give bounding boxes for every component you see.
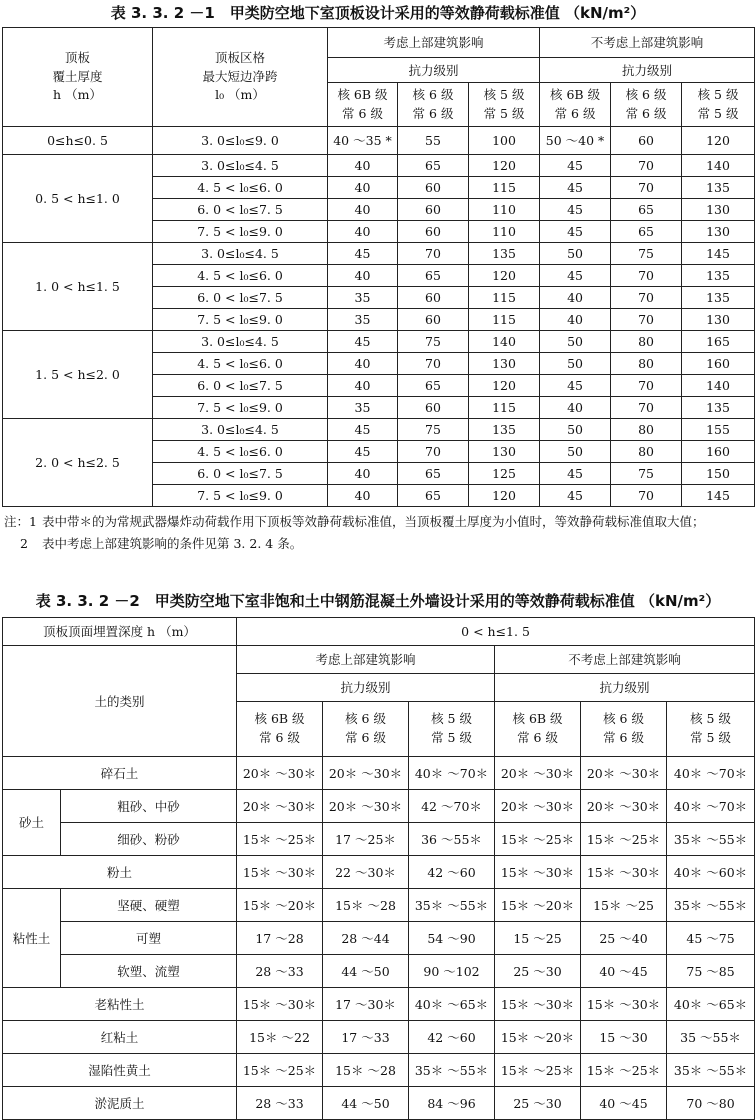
load-value: 45 xyxy=(540,485,611,507)
load-value: 20＊ ～30＊ xyxy=(581,790,667,823)
soil-name: 老粘性土 xyxy=(3,988,237,1021)
load-value: 40 xyxy=(540,397,611,419)
load-value: 70 xyxy=(398,441,469,463)
load-value: 15 ～25 xyxy=(495,922,581,955)
load-value: 40 xyxy=(540,309,611,331)
soil-name: 碎石土 xyxy=(3,757,237,790)
soil-name: 细砂、粉砂 xyxy=(61,823,237,856)
load-value: 140 xyxy=(682,155,755,177)
soil-name: 软塑、流塑 xyxy=(61,955,237,988)
load-value: 36 ～55＊ xyxy=(409,823,495,856)
load-value: 42 ～70＊ xyxy=(409,790,495,823)
level-nuclear: 核 6 级 xyxy=(345,711,386,727)
table-row xyxy=(3,1054,755,1087)
load-value: 70 xyxy=(611,485,682,507)
table-row xyxy=(3,955,755,988)
load-value: 40＊ ～70＊ xyxy=(667,790,755,823)
table-row xyxy=(3,1087,755,1120)
load-value: 115 xyxy=(469,177,540,199)
t2-header-soil: 土的类别 xyxy=(3,646,237,757)
level-nuclear: 核 5 级 xyxy=(697,86,739,102)
load-value: 135 xyxy=(682,397,755,419)
load-value: 40 xyxy=(328,199,398,221)
load-value: 60 xyxy=(398,199,469,221)
load-value: 15＊ ～28 xyxy=(323,1054,409,1087)
table-row xyxy=(3,823,755,856)
load-value: 75 ～85 xyxy=(667,955,755,988)
load-value: 45 xyxy=(540,463,611,485)
level-conventional: 常 5 级 xyxy=(690,730,731,745)
load-value: 120 xyxy=(469,265,540,287)
level-header xyxy=(409,702,495,757)
level-nuclear: 核 6 级 xyxy=(412,86,454,102)
load-value: 45 xyxy=(540,375,611,397)
table-row xyxy=(3,988,755,1021)
load-value: 55 xyxy=(398,127,469,155)
note-2-label: 2 xyxy=(20,536,28,551)
load-value: 50 xyxy=(540,331,611,353)
load-value: 140 xyxy=(682,375,755,397)
load-value: 35＊ ～55＊ xyxy=(667,1054,755,1087)
load-value: 40 xyxy=(328,375,398,397)
load-value: 28 ～33 xyxy=(237,1087,323,1120)
level-conventional: 常 6 级 xyxy=(554,105,596,121)
load-value: 120 xyxy=(469,375,540,397)
table-row xyxy=(3,127,755,155)
t2-header-resistance: 抗力级别 xyxy=(495,674,755,702)
load-value: 115 xyxy=(469,309,540,331)
load-value: 15＊ ～30＊ xyxy=(581,988,667,1021)
level-nuclear: 核 6B 级 xyxy=(337,86,388,102)
span-range: 7. 5 < l₀≤9. 0 xyxy=(153,309,328,331)
load-value: 60 xyxy=(398,309,469,331)
t2-header-depth-label: 顶板顶面埋置深度 h （m） xyxy=(3,618,237,646)
load-value: 70 xyxy=(611,397,682,419)
load-value: 65 xyxy=(398,155,469,177)
table-row xyxy=(3,1021,755,1054)
load-value: 165 xyxy=(682,331,755,353)
load-value: 28 ～44 xyxy=(323,922,409,955)
load-value: 40 xyxy=(328,155,398,177)
level-header xyxy=(540,83,611,127)
t1-header-resistance: 抗力级别 xyxy=(540,58,755,83)
load-value: 120 xyxy=(469,485,540,507)
load-value: 20＊ ～30＊ xyxy=(323,790,409,823)
t2-header-no-consider: 不考虑上部建筑影响 xyxy=(495,646,755,674)
t1-header-resistance: 抗力级别 xyxy=(328,58,540,83)
t1-header-cover-thickness: 顶板 覆土厚度 h （m） xyxy=(3,28,153,127)
load-value: 155 xyxy=(682,419,755,441)
load-value: 35 xyxy=(328,397,398,419)
span-range: 4. 5 < l₀≤6. 0 xyxy=(153,177,328,199)
span-range: 4. 5 < l₀≤6. 0 xyxy=(153,265,328,287)
table-row xyxy=(3,889,755,922)
level-header xyxy=(682,83,755,127)
load-value: 20＊ ～30＊ xyxy=(237,790,323,823)
level-nuclear: 核 6B 级 xyxy=(512,711,563,727)
load-value: 65 xyxy=(611,221,682,243)
load-value: 70 xyxy=(398,243,469,265)
level-conventional: 常 6 级 xyxy=(517,730,558,745)
load-value: 15＊ ～20＊ xyxy=(237,889,323,922)
load-value: 75 xyxy=(611,243,682,265)
load-value: 80 xyxy=(611,419,682,441)
soil-name: 湿陷性黄土 xyxy=(3,1054,237,1087)
load-value: 17 ～25＊ xyxy=(323,823,409,856)
load-value: 60 xyxy=(398,221,469,243)
t2-header-resistance: 抗力级别 xyxy=(237,674,495,702)
load-value: 100 xyxy=(469,127,540,155)
load-value: 80 xyxy=(611,331,682,353)
load-value: 160 xyxy=(682,353,755,375)
t1-header-consider: 考虑上部建筑影响 xyxy=(328,28,540,58)
soil-name: 粉土 xyxy=(3,856,237,889)
load-value: 40＊ ～65＊ xyxy=(409,988,495,1021)
cover-thickness: 2. 0 < h≤2. 5 xyxy=(3,419,153,507)
load-value: 15＊ ～20＊ xyxy=(495,889,581,922)
table-row xyxy=(3,243,755,265)
load-value: 35 xyxy=(328,287,398,309)
level-conventional: 常 6 级 xyxy=(345,730,386,745)
load-value: 15＊ ～25＊ xyxy=(581,1054,667,1087)
level-header xyxy=(237,702,323,757)
load-value: 70 xyxy=(611,375,682,397)
load-value: 45 xyxy=(540,177,611,199)
table1-title: 表 3. 3. 2 －1 甲类防空地下室顶板设计采用的等效静荷载标准值 （kN/m²） xyxy=(110,4,646,22)
level-nuclear: 核 6B 级 xyxy=(549,86,601,102)
load-value: 40 xyxy=(540,287,611,309)
load-value: 50 ～40 * xyxy=(540,127,611,155)
table-row xyxy=(3,331,755,353)
level-nuclear: 核 6B 级 xyxy=(254,711,305,727)
load-value: 45 xyxy=(540,221,611,243)
load-value: 65 xyxy=(398,463,469,485)
load-value: 25 ～40 xyxy=(581,922,667,955)
load-value: 65 xyxy=(398,375,469,397)
level-nuclear: 核 6 级 xyxy=(625,86,667,102)
t2-header-consider: 考虑上部建筑影响 xyxy=(237,646,495,674)
span-range: 6. 0 < l₀≤7. 5 xyxy=(153,287,328,309)
load-value: 42 ～60 xyxy=(409,1021,495,1054)
load-value: 45 xyxy=(328,243,398,265)
load-value: 40 ～45 xyxy=(581,1087,667,1120)
load-value: 70 xyxy=(611,177,682,199)
load-value: 70 xyxy=(611,309,682,331)
cover-thickness: 0≤h≤0. 5 xyxy=(3,127,153,155)
load-value: 60 xyxy=(398,177,469,199)
load-value: 15＊ ～22 xyxy=(237,1021,323,1054)
load-value: 15＊ ～25＊ xyxy=(495,823,581,856)
span-range: 3. 0≤l₀≤9. 0 xyxy=(153,127,328,155)
load-value: 150 xyxy=(682,463,755,485)
load-value: 20＊ ～30＊ xyxy=(581,757,667,790)
load-value: 145 xyxy=(682,243,755,265)
soil-group: 粘性土 xyxy=(3,889,61,988)
soil-name: 可塑 xyxy=(61,922,237,955)
load-value: 50 xyxy=(540,243,611,265)
load-value: 25 ～30 xyxy=(495,955,581,988)
load-value: 15＊ ～30＊ xyxy=(237,988,323,1021)
note-label: 注：1 xyxy=(4,514,37,529)
load-value: 15 ～30 xyxy=(581,1021,667,1054)
level-conventional: 常 6 级 xyxy=(603,730,644,745)
level-nuclear: 核 5 级 xyxy=(690,711,731,727)
load-value: 15＊ ～25＊ xyxy=(581,823,667,856)
load-value: 120 xyxy=(682,127,755,155)
load-value: 90 ～102 xyxy=(409,955,495,988)
span-range: 7. 5 < l₀≤9. 0 xyxy=(153,397,328,419)
load-value: 75 xyxy=(398,331,469,353)
level-header xyxy=(581,702,667,757)
load-value: 35 ～55＊ xyxy=(667,1021,755,1054)
level-header xyxy=(328,83,398,127)
load-value: 130 xyxy=(682,199,755,221)
load-value: 135 xyxy=(682,287,755,309)
load-value: 40＊ ～70＊ xyxy=(667,757,755,790)
table1-notes xyxy=(4,512,754,554)
load-value: 40 xyxy=(328,353,398,375)
load-value: 115 xyxy=(469,397,540,419)
load-value: 70 ～80 xyxy=(667,1087,755,1120)
load-value: 135 xyxy=(469,243,540,265)
load-value: 22 ～30＊ xyxy=(323,856,409,889)
load-value: 45 ～75 xyxy=(667,922,755,955)
load-value: 35 xyxy=(328,309,398,331)
load-value: 15＊ ～25＊ xyxy=(495,1054,581,1087)
load-value: 15＊ ～30＊ xyxy=(581,856,667,889)
load-value: 145 xyxy=(682,485,755,507)
load-value: 135 xyxy=(469,419,540,441)
load-value: 130 xyxy=(469,441,540,463)
load-value: 40 xyxy=(328,463,398,485)
load-value: 40 ～45 xyxy=(581,955,667,988)
load-value: 20＊ ～30＊ xyxy=(237,757,323,790)
load-value: 25 ～30 xyxy=(495,1087,581,1120)
load-value: 135 xyxy=(682,177,755,199)
level-header xyxy=(495,702,581,757)
load-value: 15＊ ～20＊ xyxy=(495,1021,581,1054)
load-value: 35＊ ～55＊ xyxy=(409,1054,495,1087)
load-value: 125 xyxy=(469,463,540,485)
t2-header-depth-range: 0 < h≤1. 5 xyxy=(237,618,755,646)
load-value: 60 xyxy=(611,127,682,155)
load-value: 15＊ ～28 xyxy=(323,889,409,922)
load-value: 40 xyxy=(328,177,398,199)
span-range: 7. 5 < l₀≤9. 0 xyxy=(153,485,328,507)
load-value: 60 xyxy=(398,287,469,309)
span-range: 3. 0≤l₀≤4. 5 xyxy=(153,155,328,177)
soil-name: 淤泥质土 xyxy=(3,1087,237,1120)
load-value: 50 xyxy=(540,419,611,441)
level-header xyxy=(469,83,540,127)
level-conventional: 常 6 级 xyxy=(412,105,454,121)
soil-name: 坚硬、硬塑 xyxy=(61,889,237,922)
level-nuclear: 核 5 级 xyxy=(431,711,472,727)
load-value: 15＊ ～30＊ xyxy=(495,988,581,1021)
load-value: 17 ～30＊ xyxy=(323,988,409,1021)
load-value: 70 xyxy=(611,265,682,287)
load-value: 40＊ ～65＊ xyxy=(667,988,755,1021)
soil-name: 红粘土 xyxy=(3,1021,237,1054)
load-value: 70 xyxy=(398,353,469,375)
load-value: 84 ～96 xyxy=(409,1087,495,1120)
span-range: 3. 0≤l₀≤4. 5 xyxy=(153,331,328,353)
load-value: 130 xyxy=(682,309,755,331)
load-value: 65 xyxy=(611,199,682,221)
span-range: 6. 0 < l₀≤7. 5 xyxy=(153,463,328,485)
load-value: 80 xyxy=(611,441,682,463)
span-range: 4. 5 < l₀≤6. 0 xyxy=(153,353,328,375)
load-value: 115 xyxy=(469,287,540,309)
level-conventional: 常 6 级 xyxy=(259,730,300,745)
load-value: 65 xyxy=(398,485,469,507)
load-value: 17 ～28 xyxy=(237,922,323,955)
load-value: 110 xyxy=(469,199,540,221)
load-value: 15＊ ～30＊ xyxy=(237,856,323,889)
load-value: 75 xyxy=(611,463,682,485)
load-value: 15＊ ～25＊ xyxy=(237,823,323,856)
load-value: 130 xyxy=(682,221,755,243)
soil-group: 砂土 xyxy=(3,790,61,856)
load-value: 60 xyxy=(398,397,469,419)
table-row xyxy=(3,757,755,790)
load-value: 120 xyxy=(469,155,540,177)
note-1: 表中带＊的为常规武器爆炸动荷载作用下顶板等效静荷载标准值，当顶板覆土厚度为小值时，等效静荷载标准值取大值； xyxy=(42,514,705,529)
load-value: 40 xyxy=(328,485,398,507)
load-value: 35＊ ～55＊ xyxy=(667,889,755,922)
load-value: 28 ～33 xyxy=(237,955,323,988)
load-value: 160 xyxy=(682,441,755,463)
load-value: 20＊ ～30＊ xyxy=(495,757,581,790)
load-value: 40 xyxy=(328,265,398,287)
table-row xyxy=(3,790,755,823)
table2 xyxy=(2,617,755,1120)
level-header xyxy=(611,83,682,127)
level-nuclear: 核 6 级 xyxy=(603,711,644,727)
cover-thickness: 0. 5 < h≤1. 0 xyxy=(3,155,153,243)
load-value: 15＊ ～25＊ xyxy=(237,1054,323,1087)
load-value: 44 ～50 xyxy=(323,955,409,988)
soil-name: 粗砂、中砂 xyxy=(61,790,237,823)
load-value: 110 xyxy=(469,221,540,243)
level-conventional: 常 5 级 xyxy=(697,105,739,121)
level-conventional: 常 5 级 xyxy=(431,730,472,745)
level-conventional: 常 5 级 xyxy=(483,105,525,121)
level-header xyxy=(667,702,755,757)
t1-header-span: 顶板区格 最大短边净跨 l₀ （m） xyxy=(153,28,328,127)
span-range: 7. 5 < l₀≤9. 0 xyxy=(153,221,328,243)
load-value: 50 xyxy=(540,353,611,375)
load-value: 45 xyxy=(328,441,398,463)
table-row xyxy=(3,922,755,955)
load-value: 70 xyxy=(611,155,682,177)
cover-thickness: 1. 0 < h≤1. 5 xyxy=(3,243,153,331)
load-value: 40 xyxy=(328,221,398,243)
span-range: 6. 0 < l₀≤7. 5 xyxy=(153,199,328,221)
load-value: 20＊ ～30＊ xyxy=(495,790,581,823)
table-row xyxy=(3,856,755,889)
load-value: 45 xyxy=(540,155,611,177)
table2-title: 表 3. 3. 2 －2 甲类防空地下室非饱和土中钢筋混凝土外墙设计采用的等效静荷载标准值 （kN/m²） xyxy=(35,592,721,610)
span-range: 3. 0≤l₀≤4. 5 xyxy=(153,419,328,441)
load-value: 50 xyxy=(540,441,611,463)
load-value: 140 xyxy=(469,331,540,353)
load-value: 75 xyxy=(398,419,469,441)
table-row xyxy=(3,155,755,177)
load-value: 45 xyxy=(540,265,611,287)
load-value: 15＊ ～30＊ xyxy=(495,856,581,889)
load-value: 40 ～35 * xyxy=(328,127,398,155)
load-value: 15＊ ～25 xyxy=(581,889,667,922)
note-2: 表中考虑上部建筑影响的条件见第 3. 2. 4 条。 xyxy=(42,536,303,551)
span-range: 4. 5 < l₀≤6. 0 xyxy=(153,441,328,463)
load-value: 40＊ ～60＊ xyxy=(667,856,755,889)
load-value: 80 xyxy=(611,353,682,375)
table-row xyxy=(3,419,755,441)
load-value: 40＊ ～70＊ xyxy=(409,757,495,790)
cover-thickness: 1. 5 < h≤2. 0 xyxy=(3,331,153,419)
level-header xyxy=(398,83,469,127)
load-value: 35＊ ～55＊ xyxy=(667,823,755,856)
load-value: 44 ～50 xyxy=(323,1087,409,1120)
load-value: 42 ～60 xyxy=(409,856,495,889)
load-value: 45 xyxy=(328,331,398,353)
table1 xyxy=(2,27,755,507)
level-conventional: 常 6 级 xyxy=(342,105,383,121)
load-value: 70 xyxy=(611,287,682,309)
level-header xyxy=(323,702,409,757)
load-value: 20＊ ～30＊ xyxy=(323,757,409,790)
load-value: 45 xyxy=(328,419,398,441)
span-range: 3. 0≤l₀≤4. 5 xyxy=(153,243,328,265)
load-value: 45 xyxy=(540,199,611,221)
span-range: 6. 0 < l₀≤7. 5 xyxy=(153,375,328,397)
load-value: 54 ～90 xyxy=(409,922,495,955)
load-value: 65 xyxy=(398,265,469,287)
load-value: 135 xyxy=(682,265,755,287)
load-value: 130 xyxy=(469,353,540,375)
level-nuclear: 核 5 级 xyxy=(483,86,525,102)
t1-header-no-consider: 不考虑上部建筑影响 xyxy=(540,28,755,58)
load-value: 35＊ ～55＊ xyxy=(409,889,495,922)
load-value: 17 ～33 xyxy=(323,1021,409,1054)
level-conventional: 常 6 级 xyxy=(625,105,667,121)
